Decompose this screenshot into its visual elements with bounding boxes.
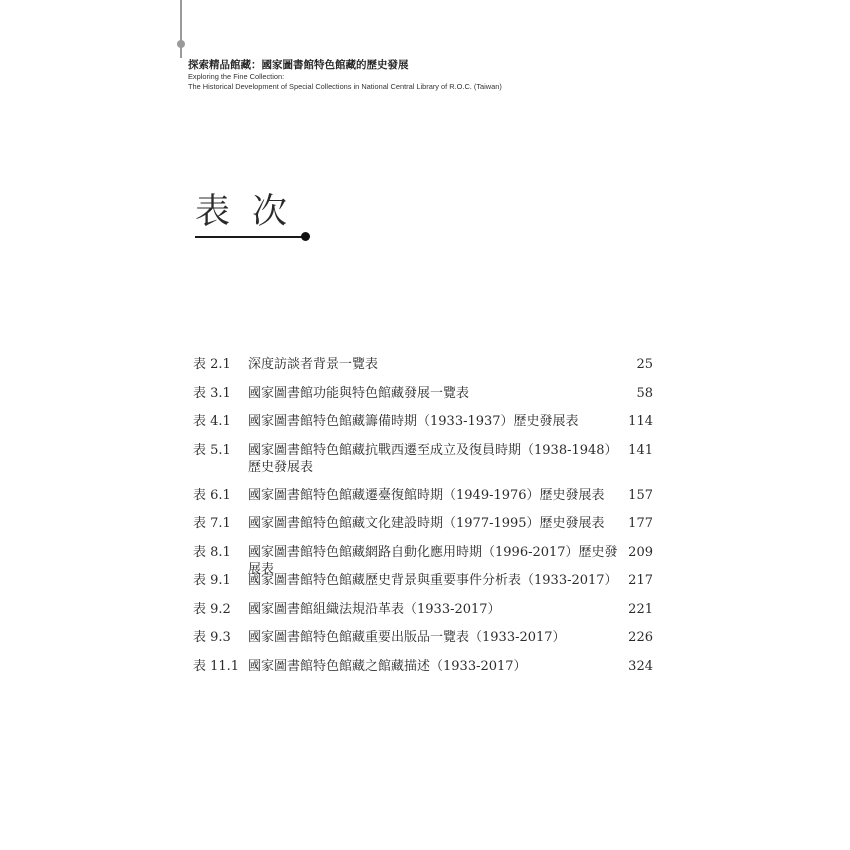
toc-entry[interactable] [193, 356, 653, 385]
toc-entry-page: 324 [628, 658, 653, 674]
toc-entry-number: 表 5.1 [193, 442, 231, 458]
toc-entry-page: 58 [636, 385, 653, 401]
toc-entry[interactable] [193, 487, 653, 516]
toc-entry-number: 表 11.1 [193, 658, 240, 674]
toc-entry-title: 國家圖書館特色館藏網路自動化應用時期（1996-2017）歷史發展表 [248, 544, 618, 577]
heading-underline [195, 236, 305, 238]
table-list [193, 356, 653, 686]
toc-entry[interactable] [193, 658, 653, 687]
toc-entry-page: 114 [628, 414, 653, 429]
toc-entry-title: 國家圖書館特色館藏之館藏描述（1933-2017） [248, 658, 527, 674]
toc-entry-title: 國家圖書館特色館藏遷臺復館時期（1949-1976）歷史發展表 [248, 487, 605, 503]
header-vertical-rule [180, 0, 182, 58]
toc-entry[interactable] [193, 601, 653, 630]
toc-entry[interactable] [193, 515, 653, 544]
toc-entry-title: 國家圖書館特色館藏重要出版品一覽表（1933-2017） [248, 630, 566, 645]
toc-entry[interactable] [193, 413, 653, 442]
toc-entry-page: 221 [628, 601, 653, 617]
toc-entry-number: 表 6.1 [193, 487, 231, 503]
toc-entry-number: 表 7.1 [193, 516, 231, 531]
toc-entry-title: 國家圖書館組織法規沿革表（1933-2017） [248, 601, 501, 617]
toc-entry-number: 表 4.1 [193, 414, 231, 429]
toc-entry-title: 國家圖書館特色館藏文化建設時期（1977-1995）歷史發展表 [248, 516, 605, 531]
running-head [188, 58, 608, 91]
toc-entry-page: 157 [628, 487, 653, 503]
toc-entry-page: 141 [628, 442, 653, 458]
running-head-title-zh: 探索精品館藏：國家圖書館特色館藏的歷史發展 [188, 59, 409, 71]
running-head-title-en-2: The Historical Development of Special Collections in National Central Library of R.O.C. (Taiwan) [188, 81, 502, 91]
toc-entry-title: 國家圖書館特色館藏抗戰西遷至成立及復員時期（1938-1948）歷史發展表 [248, 442, 618, 475]
toc-entry-page: 226 [628, 630, 653, 645]
toc-entry-page: 177 [628, 516, 653, 531]
toc-entry[interactable] [193, 544, 653, 577]
header-rule-marker [177, 40, 185, 48]
toc-entry-title: 國家圖書館功能與特色館藏發展一覽表 [248, 385, 470, 401]
toc-entry-page: 209 [628, 544, 653, 560]
toc-entry[interactable] [193, 385, 653, 414]
toc-entry-title: 國家圖書館特色館藏籌備時期（1933-1937）歷史發展表 [248, 414, 579, 429]
toc-entry-number: 表 3.1 [193, 385, 231, 401]
toc-entry[interactable] [193, 572, 653, 601]
heading-underline-dot [301, 232, 310, 241]
page-heading: 表次 [195, 192, 310, 232]
toc-entry-title: 國家圖書館特色館藏歷史背景與重要事件分析表（1933-2017） [248, 573, 618, 588]
toc-entry-number: 表 2.1 [193, 357, 231, 372]
toc-entry-title: 深度訪談者背景一覽表 [248, 357, 379, 372]
toc-entry-page: 217 [628, 573, 653, 588]
running-head-title-en-1: Exploring the Fine Collection: [188, 72, 285, 81]
toc-entry-number: 表 8.1 [193, 544, 231, 560]
toc-entry-number: 表 9.1 [193, 573, 231, 588]
toc-entry-number: 表 9.3 [193, 630, 231, 645]
toc-entry-page: 25 [636, 357, 653, 372]
toc-entry-number: 表 9.2 [193, 601, 231, 617]
toc-entry[interactable] [193, 442, 653, 487]
toc-entry[interactable] [193, 629, 653, 658]
